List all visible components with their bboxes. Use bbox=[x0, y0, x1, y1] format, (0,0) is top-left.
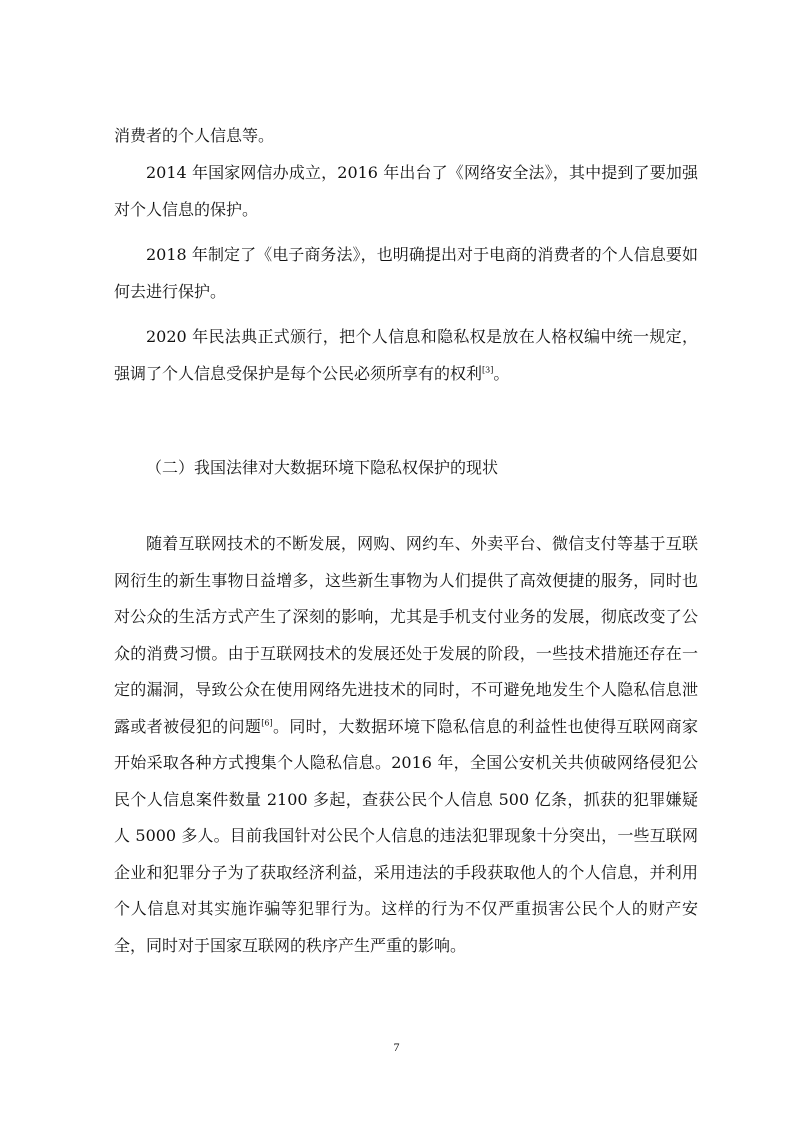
paragraph-4-tail: 。 bbox=[493, 363, 510, 383]
paragraph-4 bbox=[114, 319, 698, 392]
paragraph-2 bbox=[114, 155, 698, 228]
paragraph-3-text: 2018 年制定了《电子商务法》，也明确提出对于电商的消费者的个人信息要如何去进行保护。 bbox=[114, 245, 698, 301]
citation-6: [6] bbox=[261, 718, 273, 728]
paragraph-3 bbox=[114, 237, 698, 310]
citation-3: [3] bbox=[482, 365, 494, 375]
paragraph-1 bbox=[114, 118, 698, 155]
section-heading: （二）我国法律对大数据环境下隐私权保护的现状 bbox=[146, 458, 499, 477]
paragraph-5 bbox=[114, 526, 698, 964]
paragraph-1-text: 消费者的个人信息等。 bbox=[114, 126, 275, 145]
paragraph-2-text: 2014 年国家网信办成立，2016 年出台了《网络安全法》，其中提到了要加强对个人信息的保护。 bbox=[114, 163, 698, 219]
paragraph-5-tail: 。同时，大数据环境下隐私信息的利益性也使得互联网商家开始采取各种方式搜集个人隐私信息。2016 年，全国公安机关共侦破网络侵犯公民个人信息案件数量 2100 多起，查获公民个人信息 500 亿条，抓获的犯罪嫌疑人 5000 多人。目前我国针对公民个人信息的违法犯罪现象十分突出，一些互联网企业和犯罪分子为了获取经济利益，采用违法的手段获取他人的个人信息，并利用个人信息对其实施诈骗等犯罪行为。这样的行为不仅严重损害公民个人的财产安全，同时对于国家互联网的秩序产生严重的影响。 bbox=[114, 716, 698, 955]
paragraph-5-text: 随着互联网技术的不断发展，网购、网约车、外卖平台、微信支付等基于互联网衍生的新生事物日益增多，这些新生事物为人们提供了高效便捷的服务，同时也对公众的生活方式产生了深刻的影响，尤其是手机支付业务的发展，彻底改变了公众的消费习惯。由于互联网技术的发展还处于发展的阶段，一些技术措施还存在一定的漏洞，导致公众在使用网络先进技术的同时，不可避免地发生个人隐私信息泄露或者被侵犯的问题 bbox=[114, 534, 698, 736]
paragraph-4-text: 2020 年民法典正式颁行，把个人信息和隐私权是放在人格权编中统一规定，强调了个人信息受保护是每个公民必须所享有的权利 bbox=[114, 327, 698, 383]
page-number: 7 bbox=[393, 1040, 400, 1054]
